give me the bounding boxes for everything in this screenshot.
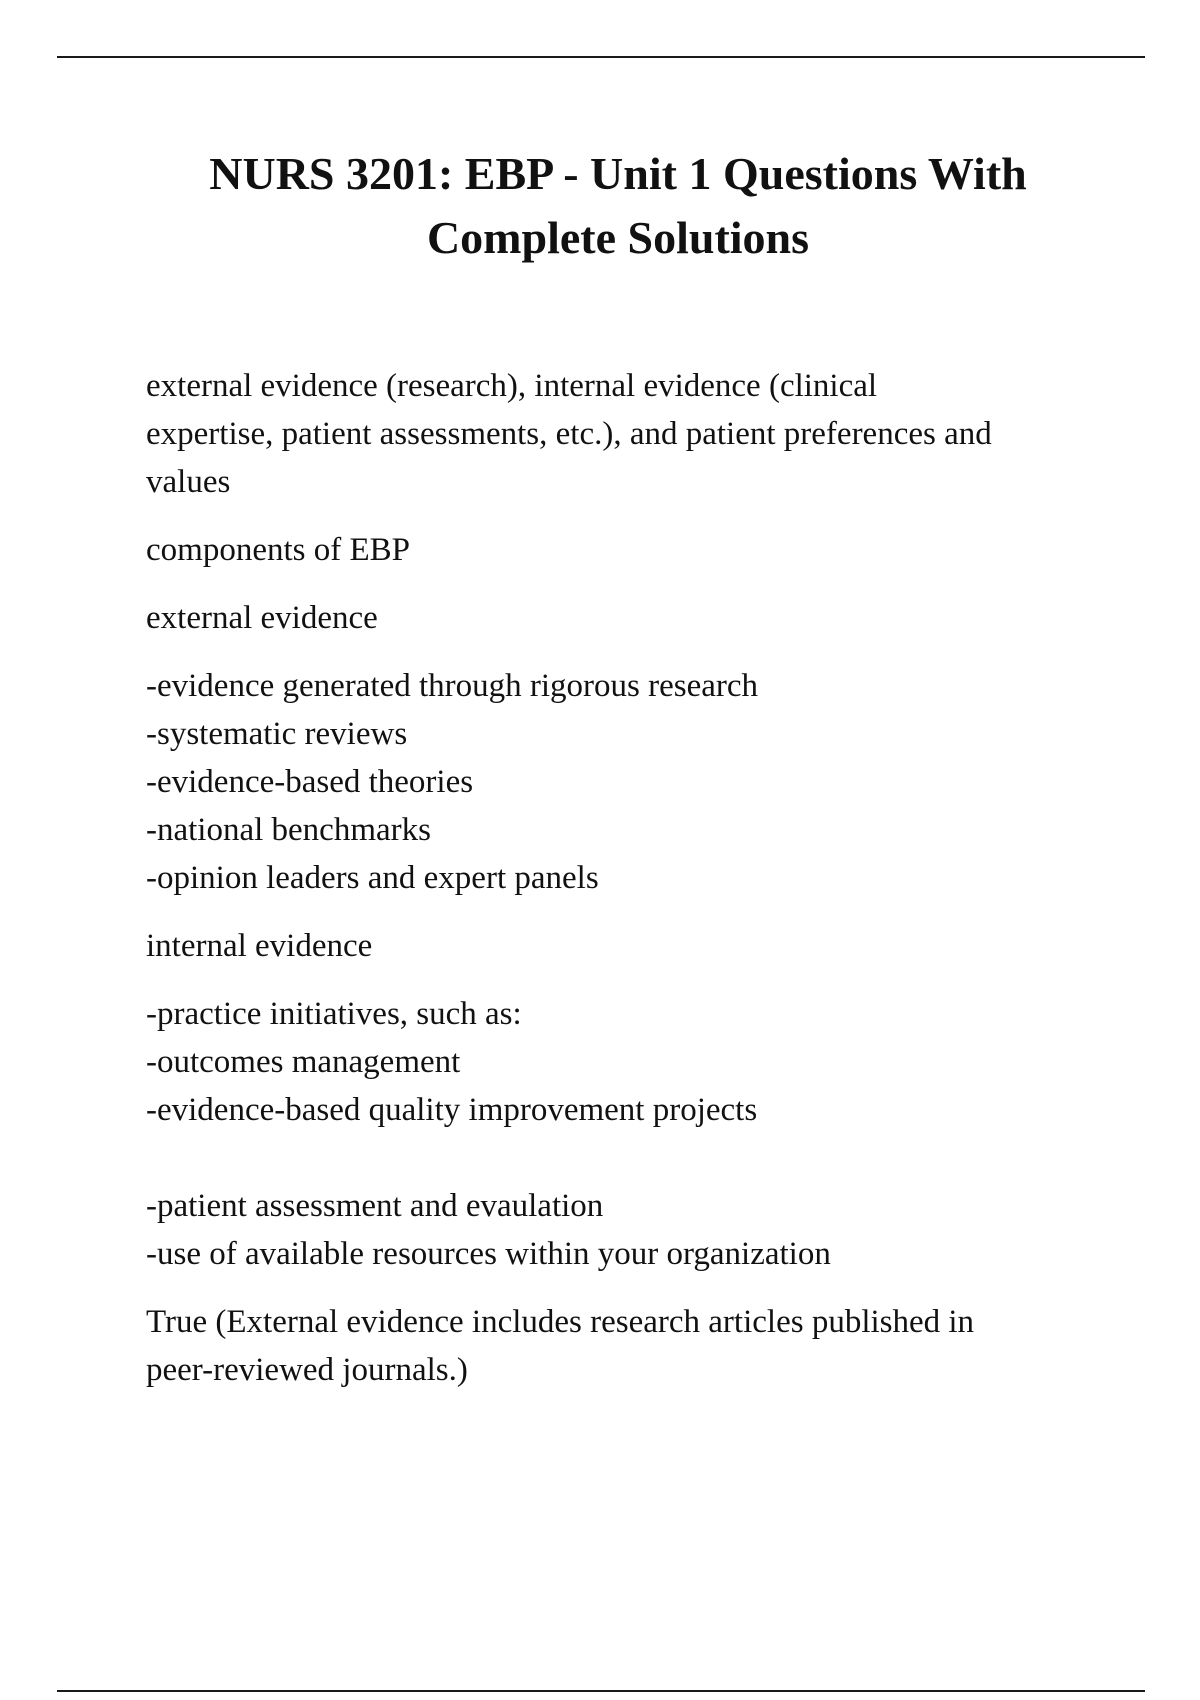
text-line: components of EBP xyxy=(146,532,410,568)
list-item: -patient assessment and evaulation xyxy=(146,1188,604,1224)
text-line: values xyxy=(146,464,231,500)
question-block-internal-evidence xyxy=(146,922,1106,970)
list-item: -opinion leaders and expert panels xyxy=(146,860,599,896)
document-title xyxy=(0,142,1200,270)
text-line: external evidence xyxy=(146,600,378,636)
answer-block-internal-evidence-list xyxy=(146,990,1106,1278)
list-item: -outcomes management xyxy=(146,1044,461,1080)
title-line-2: Complete Solutions xyxy=(426,212,810,263)
list-item: -systematic reviews xyxy=(146,716,408,752)
answer-block-external-evidence-list xyxy=(146,662,1106,902)
text-line: True (External evidence includes research articles published in xyxy=(146,1304,975,1340)
blank-line xyxy=(146,1134,1106,1182)
answer-block-true-statement xyxy=(146,1298,1106,1394)
text-line: expertise, patient assessments, etc.), and patient preferences and xyxy=(146,416,992,452)
question-block-components-of-ebp xyxy=(146,526,1106,574)
top-rule xyxy=(57,56,1145,58)
text-line: external evidence (research), internal evidence (clinical xyxy=(146,368,878,404)
list-item: -use of available resources within your organization xyxy=(146,1236,831,1272)
list-item: -practice initiatives, such as: xyxy=(146,996,522,1032)
list-item: -national benchmarks xyxy=(146,812,431,848)
question-block-external-evidence xyxy=(146,594,1106,642)
title-line-1: NURS 3201: EBP - Unit 1 Questions With xyxy=(209,148,1027,199)
bottom-rule xyxy=(57,1690,1145,1692)
answer-block-ebp-components xyxy=(146,362,1106,506)
list-item: -evidence generated through rigorous research xyxy=(146,668,759,704)
document-body xyxy=(146,362,1106,1414)
list-item: -evidence-based theories xyxy=(146,764,474,800)
text-line: internal evidence xyxy=(146,928,373,964)
list-item: -evidence-based quality improvement projects xyxy=(146,1092,758,1128)
text-line: peer-reviewed journals.) xyxy=(146,1352,468,1388)
